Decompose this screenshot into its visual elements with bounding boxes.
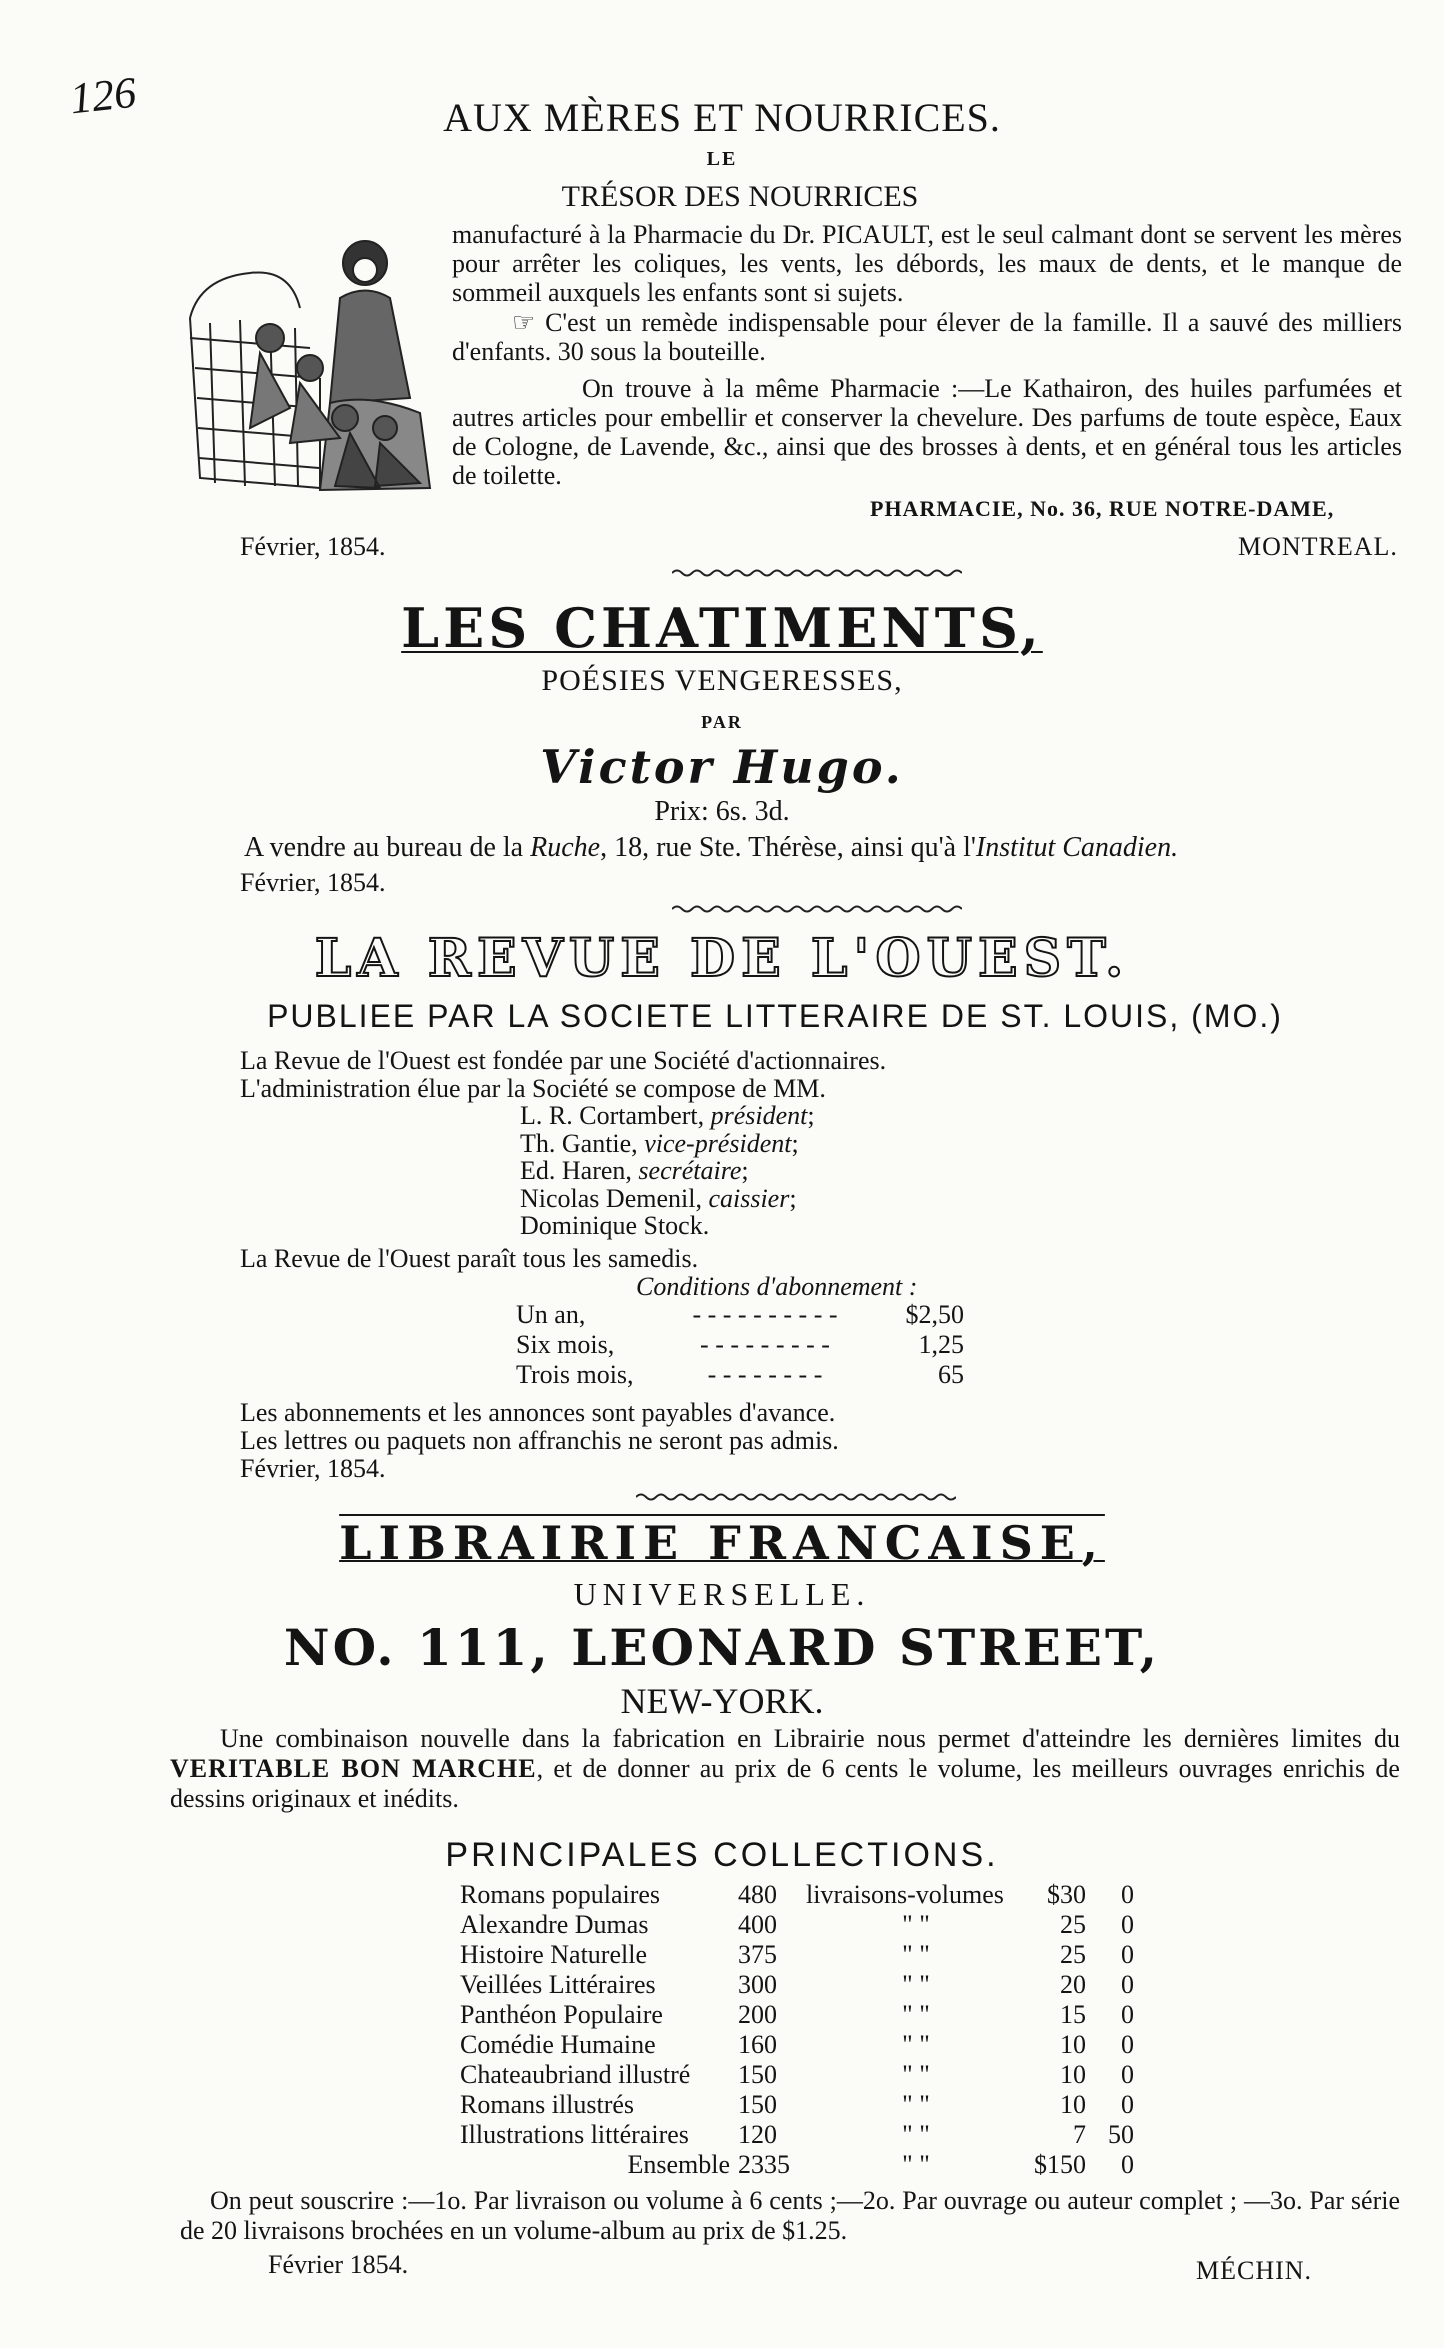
subscription-table <box>514 1300 966 1390</box>
ad1-city: MONTREAL. <box>1238 532 1398 561</box>
ad2-price: Prix: 6s. 3d. <box>654 796 790 827</box>
subscription-row: Trois mois, - - - - - - - - 65 <box>516 1360 964 1389</box>
ad2-date: Février, 1854. <box>240 868 386 897</box>
collection-total-row: Ensemble 2335 " " $150 0 <box>627 2150 1134 2179</box>
collection-row: Panthéon Populaire 200 " " 15 0 <box>460 2000 1134 2029</box>
ad2-author: Victor Hugo. <box>540 740 904 794</box>
ad2-sale-c: , 18, rue Ste. Thérèse, ainsi qu'à l' <box>600 832 976 863</box>
ad3-line1: La Revue de l'Ouest est fondée par une Société d'actionnaires. <box>240 1046 887 1075</box>
page-number: 126 <box>67 67 139 124</box>
officer-row: Dominique Stock. <box>520 1211 710 1240</box>
ad4-date: Février 1854. <box>268 2250 409 2279</box>
collection-row: Alexandre Dumas 400 " " 25 0 <box>460 1910 1134 1939</box>
ad4-subtitle: UNIVERSELLE. <box>573 1576 871 1612</box>
ad4-intro <box>170 1724 1400 1814</box>
ad2-sale-b: Ruche <box>530 832 601 863</box>
divider-1 <box>672 568 962 578</box>
ad4-intro-b: VERITABLE BON MARCHE <box>170 1754 537 1783</box>
collection-row: Chateaubriand illustré 150 " " 10 0 <box>460 2060 1134 2089</box>
collection-row: Romans populaires 480 livraisons-volumes $30 0 <box>460 1880 1134 1909</box>
officer-row: L. R. Cortambert, président; <box>520 1101 815 1130</box>
ad1-paragraph-1: manufacturé à la Pharmacie du Dr. PICAULT, est le seul calmant dont se servent les mères pour arrêter les coliques, les vents, les débords, les maux de dents, et le manque de sommeil auxquels les enfants sont si sujets. <box>452 220 1402 307</box>
collection-row: Histoire Naturelle 375 " " 25 0 <box>460 1940 1134 1969</box>
ad1-paragraph-3: On trouve à la même Pharmacie :—Le Kathairon, des huiles parfumées et autres articles pour embellir et conserver la chevelure. Des parfums de toute espèce, Eaux de Cologne, de Lavende, &c., ainsi que des brosses à dents, et en général tous les articles de toilette. <box>452 374 1402 490</box>
collections-title: PRINCIPALES COLLECTIONS. <box>445 1836 999 1874</box>
divider-2 <box>672 904 962 914</box>
ad4-title: LIBRAIRIE FRANCAISE, <box>339 1516 1105 1570</box>
ad2-par: PAR <box>701 712 743 732</box>
divider-3 <box>636 1492 956 1502</box>
ad3-conditions: Conditions d'abonnement : <box>636 1272 918 1301</box>
ad3-publisher: PUBLIEE PAR LA SOCIETE LITTERAIRE DE ST. LOUIS, (MO.) <box>267 998 1283 1034</box>
collection-row: Illustrations littéraires 120 " " 7 50 <box>460 2120 1134 2149</box>
collection-row: Veillées Littéraires 300 " " 20 0 <box>460 1970 1134 1999</box>
ad2-subtitle: POÉSIES VENGERESSES, <box>541 664 903 697</box>
ad1-title: AUX MÈRES ET NOURRICES. <box>443 95 1001 140</box>
ad4-city: NEW-YORK. <box>620 1681 824 1721</box>
pointing-hand-icon: ☞ <box>512 308 536 337</box>
ad3-line3: La Revue de l'Ouest paraît tous les samedis. <box>240 1244 699 1273</box>
officer-row: Ed. Haren, secrétaire; <box>520 1156 749 1185</box>
ad4-intro-a: Une combinaison nouvelle dans la fabrication en Librairie nous permet d'atteindre les dernières limites du <box>220 1724 1400 1753</box>
ad1-address: PHARMACIE, No. 36, RUE NOTRE-DAME, <box>870 496 1335 521</box>
officer-row: Th. Gantie, vice-président; <box>520 1128 799 1158</box>
ad3-line5: Les lettres ou paquets non affranchis ne seront pas admis. <box>240 1426 839 1455</box>
officer-row: Nicolas Demenil, caissier; <box>520 1183 797 1213</box>
mother-children-engraving <box>170 228 440 498</box>
ad1-product: TRÉSOR DES NOURRICES <box>561 180 919 213</box>
ad1-paragraph-2 <box>452 308 1402 366</box>
collections-table <box>456 1880 1138 2180</box>
ad3-line2: L'administration élue par la Société se compose de MM. <box>240 1074 826 1103</box>
ad1-date: Février, 1854. <box>240 532 386 561</box>
collection-row: Romans illustrés 150 " " 10 0 <box>460 2090 1134 2119</box>
ad1-paragraph-2-text: C'est un remède indispensable pour élever de la famille. Il a sauvé des milliers d'enfants. 30 sous la bouteille. <box>452 308 1403 366</box>
ad3-date: Février, 1854. <box>240 1454 386 1483</box>
ad4-intro-c: , et de donner au prix de 6 cents le volume, les meilleurs ouvrages enrichis de dessins originaux et inédits. <box>170 1754 1400 1813</box>
ad2-sale-d: Institut Canadien. <box>975 832 1179 863</box>
ad2-title: LES CHATIMENTS, <box>401 596 1043 660</box>
ad1-le: LE <box>706 148 738 170</box>
ad3-officers <box>520 1102 815 1240</box>
ad4-address: NO. 111, LEONARD STREET, <box>283 1618 1161 1677</box>
ad4-signature: MÉCHIN. <box>1196 2256 1313 2285</box>
ad3-title: LA REVUE DE L'OUEST. <box>314 928 1130 989</box>
ad3-line4: Les abonnements et les annonces sont payables d'avance. <box>240 1398 836 1427</box>
ad2-sale-a: A vendre au bureau de la <box>244 832 531 863</box>
ad4-subscribe: On peut souscrire :—1o. Par livraison ou volume à 6 cents ;—2o. Par ouvrage ou auteur complet ; —3o. Par série de 20 livraisons brochées en un volume-album au prix de $1.25. <box>180 2186 1400 2245</box>
subscription-row: Un an, - - - - - - - - - - $2,50 <box>516 1300 964 1329</box>
ad2-sale-line <box>244 832 1394 864</box>
collection-row: Comédie Humaine 160 " " 10 0 <box>460 2030 1134 2059</box>
subscription-row: Six mois, - - - - - - - - - 1,25 <box>516 1330 964 1359</box>
